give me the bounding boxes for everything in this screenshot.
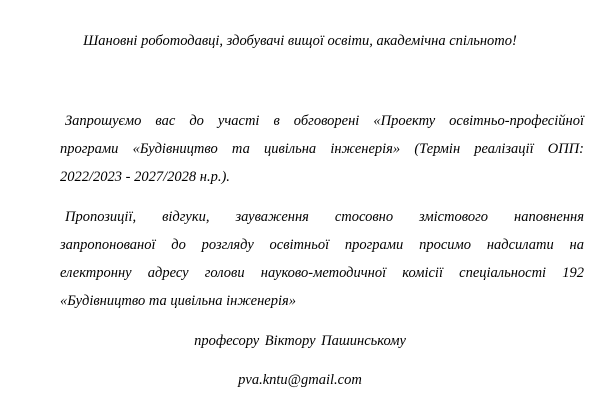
paragraph-line: «Будівництво та цивільна інженерія» (60, 293, 297, 309)
paragraph-line: програми «Будівництво та цивільна інженерія» (Термін реалізації ОПП: (60, 141, 584, 157)
paragraph-line: запропонованої до розгляду освітньої програми просимо надсилати на (60, 237, 584, 253)
recipient-name: професору Віктору Пашинському (194, 333, 406, 349)
paragraph-line: Пропозиції, відгуки, зауваження стосовно змістового наповнення (65, 209, 584, 225)
paragraph-line: Запрошуємо вас до участі в обговорені «Проекту освітньо-професійної (65, 113, 584, 129)
contact-email: pva.kntu@gmail.com (238, 372, 362, 388)
paragraph-line: електронну адресу голови науково-методичної комісії спеціальності 192 (60, 265, 584, 281)
paragraph-line: 2022/2023 - 2027/2028 н.р.). (60, 169, 230, 185)
greeting-line: Шановні роботодавці, здобувачі вищої освіти, академічна спільното! (83, 33, 517, 49)
